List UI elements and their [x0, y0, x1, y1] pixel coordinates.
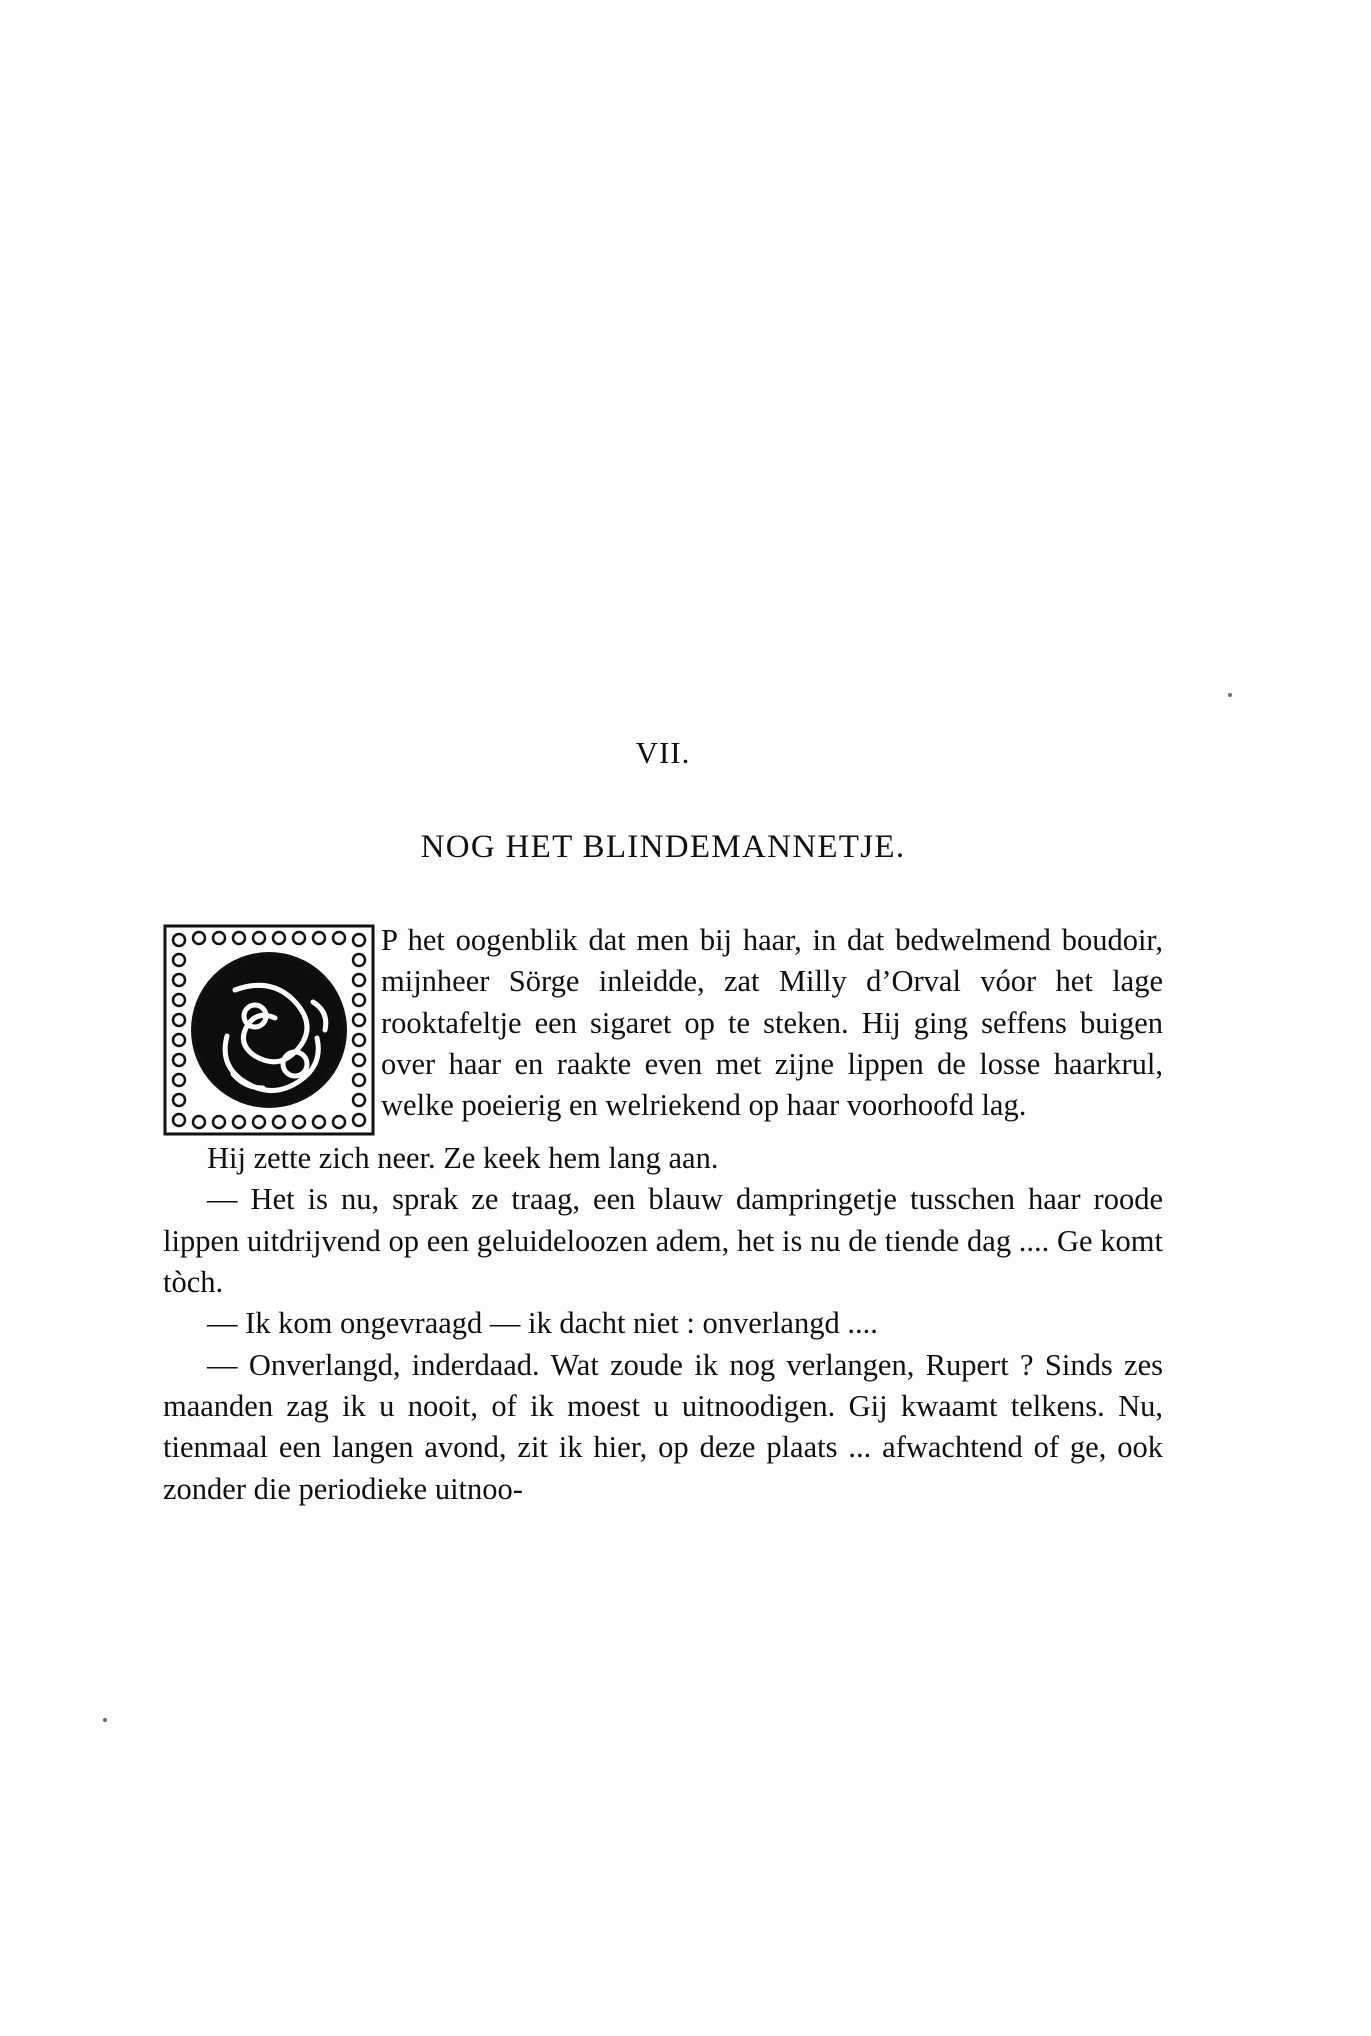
- page-title: NOG HET BLINDEMANNETJE.: [420, 829, 906, 865]
- page-content: [163, 735, 1163, 1510]
- paragraph-3: — Het is nu, sprak ze traag, een blauw dampringetje tusschen haar roode lippen uitdrijvend op een geluideloozen adem, het is nu de tiende dag .... Ge komt tòch.: [163, 1182, 1163, 1299]
- page-speck-mark: [103, 1718, 107, 1722]
- page-speck-mark-top: [1228, 693, 1232, 697]
- paragraph-5: — Onverlangd, inderdaad. Wat zoude ik nog verlangen, Rupert ? Sinds zes maanden zag ik u nooit, of ik moest u uitnoodigen. Gij kwaamt telkens. Nu, tienmaal een langen avond, zit ik hier, op deze plaats ... afwachtend of ge, ook zonder die periodieke uitnoo-: [163, 1347, 1163, 1506]
- body-text: [163, 920, 1163, 1510]
- paragraph-1: [163, 920, 1163, 1138]
- paragraph-4: — Ik kom ongevraagd — ik dacht niet : onverlangd ....: [207, 1306, 878, 1341]
- paragraph-2: Hij zette zich neer. Ze keek hem lang aan.: [207, 1141, 719, 1175]
- chapter-number: VII.: [635, 735, 691, 770]
- decorated-initial-icon: [163, 924, 375, 1136]
- paragraph-1-text: P het oogenblik dat men bij haar, in dat bedwelmend boudoir, mijnheer Sörge inleidde, zat Milly d’Orval vóor het lage rooktafeltje een sigaret op te steken. Hij ging seffens buigen over haar en raakte even met zijne lippen de losse haarkrul, welke poeierig en welriekend op haar voorhoofd lag.: [381, 923, 1163, 1123]
